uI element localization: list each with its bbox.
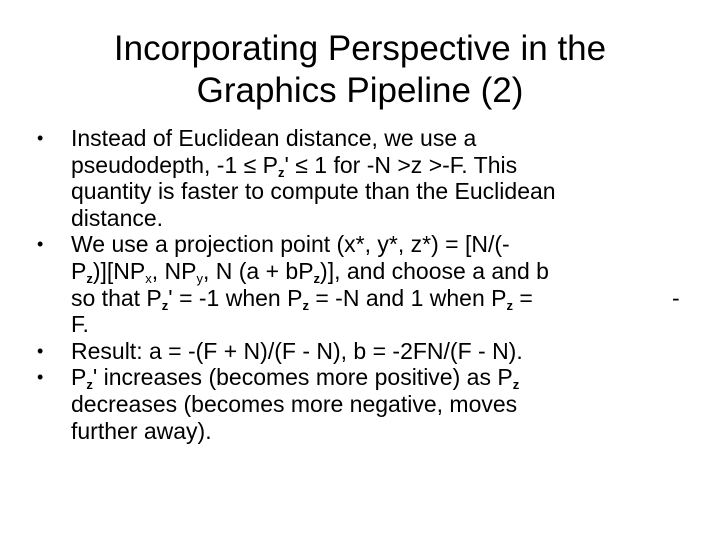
bullet-item-2 bbox=[0, 231, 691, 337]
text-run: , N (a + bP bbox=[202, 257, 314, 284]
bullet-item-4 bbox=[0, 364, 691, 444]
bullet-3-line-1: Result: a = -(F + N)/(F - N), b = -2FN/(F - N). bbox=[71, 337, 523, 364]
bullet-marker: • bbox=[37, 128, 44, 148]
text-run: ' increases (becomes more positive) as P bbox=[92, 364, 513, 391]
bullet-item-1 bbox=[0, 125, 691, 231]
bullet-1-line-2 bbox=[71, 152, 691, 179]
subscript-z: z bbox=[512, 377, 520, 393]
text-run: P bbox=[71, 257, 87, 284]
bullet-4-line-3: further away). bbox=[71, 417, 212, 444]
bullet-marker: • bbox=[37, 234, 44, 255]
title-line-1: Incorporating Perspective in the bbox=[113, 29, 607, 68]
bullet-item-3 bbox=[0, 338, 691, 365]
text-run: )][NP bbox=[92, 257, 146, 284]
text-run: = bbox=[513, 284, 540, 311]
bullet-list bbox=[0, 125, 720, 444]
text-run: P bbox=[71, 364, 87, 391]
subscript-z: z bbox=[506, 297, 513, 313]
subscript-x: x bbox=[145, 270, 152, 286]
subscript-z: z bbox=[86, 377, 93, 393]
text-run: pseudodepth, -1 ≤ P bbox=[71, 151, 278, 178]
bullet-4-line-1 bbox=[71, 364, 691, 391]
subscript-z: z bbox=[313, 270, 321, 286]
subscript-z: z bbox=[161, 297, 169, 313]
subscript-z: z bbox=[302, 297, 309, 313]
bullet-4-line-2: decreases (becomes more negative, moves bbox=[71, 390, 518, 417]
text-run: , NP bbox=[151, 257, 197, 284]
subscript-z: z bbox=[86, 270, 93, 286]
bullet-marker: • bbox=[37, 340, 44, 361]
title-line-2: Graphics Pipeline (2) bbox=[196, 71, 524, 110]
bullet-2-line-2 bbox=[71, 258, 691, 285]
bullet-2-line-4: F. bbox=[71, 311, 89, 338]
bullet-1-line-1: Instead of Euclidean distance, we use a bbox=[71, 125, 477, 151]
text-run: ' = -1 when P bbox=[168, 284, 303, 311]
text-run: )], and choose a and b bbox=[320, 257, 549, 284]
text-run: = -N and 1 when P bbox=[308, 284, 507, 311]
slide-title bbox=[40, 28, 680, 112]
text-run: so that P bbox=[71, 284, 162, 311]
subscript-y: y bbox=[196, 270, 203, 286]
bullet-2-line-3 bbox=[71, 285, 691, 312]
bullet-2-line-1: We use a projection point (x*, y*, z*) = [N/(- bbox=[71, 231, 510, 258]
subscript-z: z bbox=[278, 164, 285, 180]
bullet-marker: • bbox=[37, 367, 44, 388]
bullet-1-line-4: distance. bbox=[71, 204, 164, 231]
trailing-dash: - bbox=[672, 284, 680, 311]
bullet-1-line-3: quantity is faster to compute than the Euclidean bbox=[71, 178, 556, 205]
text-run: ' ≤ 1 for -N >z >-F. This bbox=[284, 151, 518, 178]
